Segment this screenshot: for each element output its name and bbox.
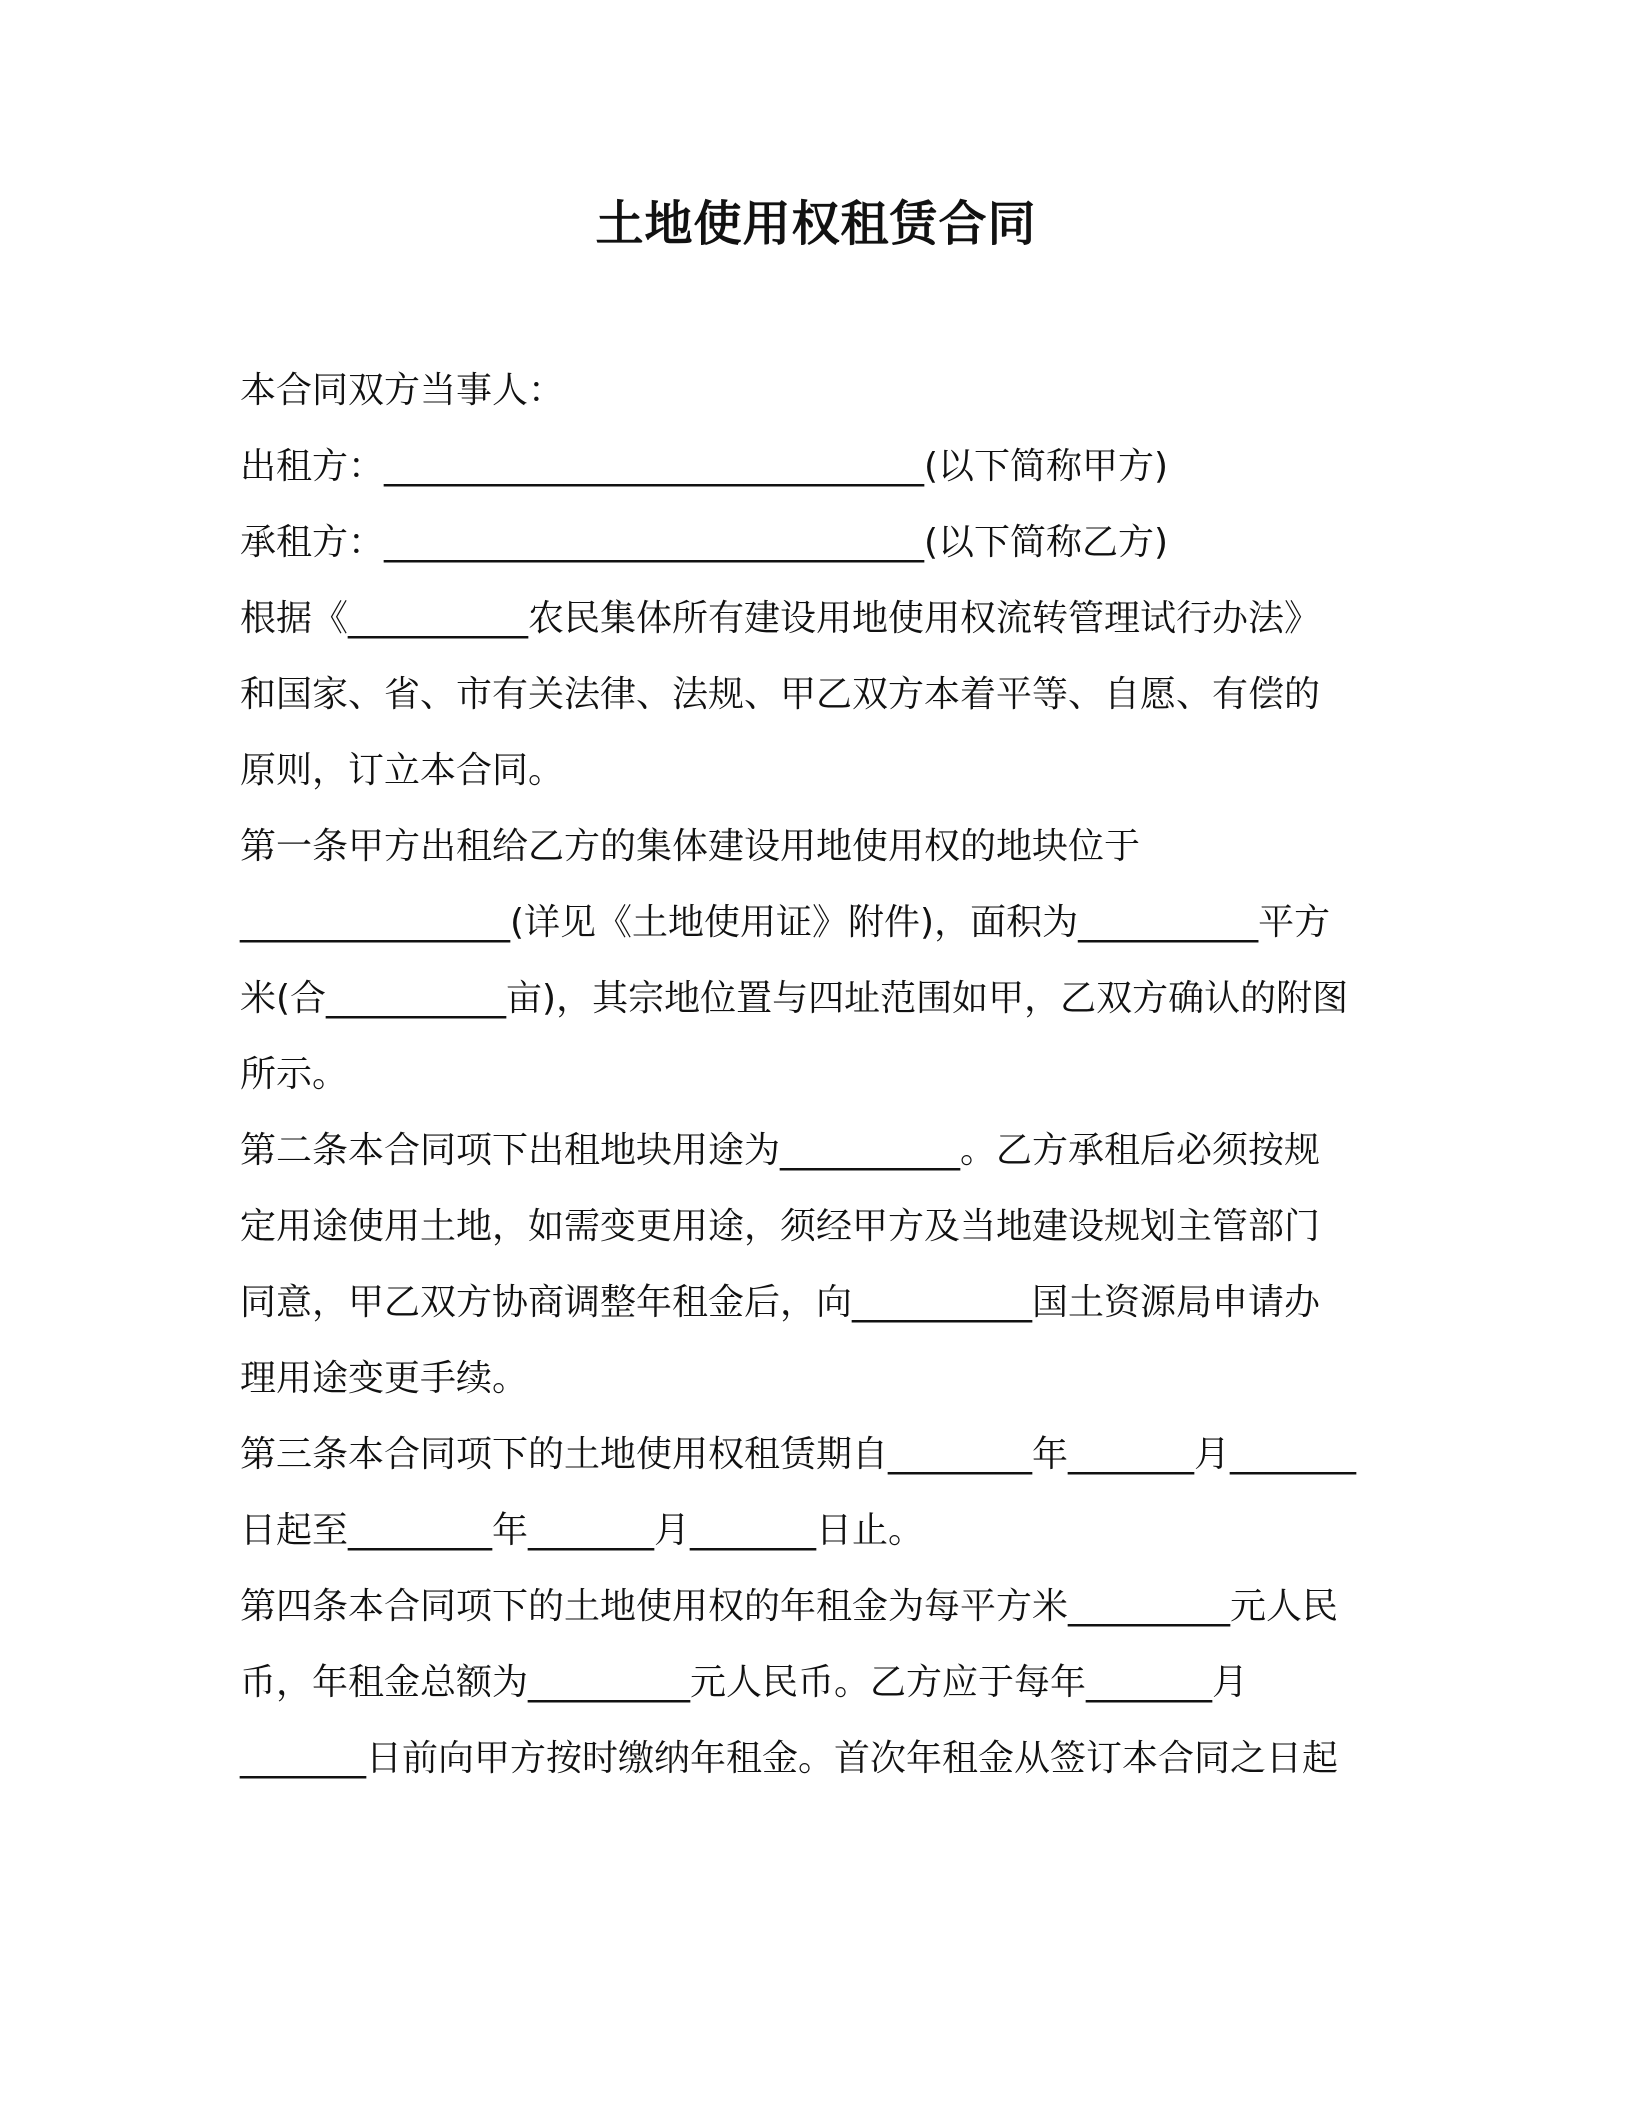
preamble-line-2: 和国家、省、市有关法律、法规、甲乙双方本着平等、自愿、有偿的 xyxy=(240,674,1321,715)
article-4-line-2: 币，年租金总额为_________元人民币。乙方应于每年_______月 xyxy=(240,1662,1249,1703)
article-2-line-3: 同意，甲乙双方协商调整年租金后，向__________国土资源局申请办 xyxy=(240,1282,1321,1323)
document-title: 土地使用权租赁合同 xyxy=(595,196,1037,252)
lessor-line: 出租方：______________________________(以下简称甲方) xyxy=(240,446,1169,487)
article-1-line-3: 米(合__________亩)，其宗地位置与四址范围如甲，乙双方确认的附图 xyxy=(240,978,1349,1019)
article-2-line-2: 定用途使用土地，如需变更用途，须经甲方及当地建设规划主管部门 xyxy=(240,1206,1321,1247)
article-1-line-1: 第一条甲方出租给乙方的集体建设用地使用权的地块位于 xyxy=(240,826,1141,867)
article-4-line-3: _______日前向甲方按时缴纳年租金。首次年租金从签订本合同之日起 xyxy=(240,1738,1339,1779)
parties-heading: 本合同双方当事人： xyxy=(240,370,565,411)
article-4-line-1: 第四条本合同项下的土地使用权的年租金为每平方米_________元人民 xyxy=(240,1586,1339,1627)
article-3-line-2: 日起至________年_______月_______日止。 xyxy=(240,1510,925,1551)
article-2-line-4: 理用途变更手续。 xyxy=(240,1358,529,1399)
preamble-line-1: 根据《__________农民集体所有建设用地使用权流转管理试行办法》 xyxy=(240,598,1321,639)
article-2-line-1: 第二条本合同项下出租地块用途为__________。乙方承租后必须按规 xyxy=(240,1130,1321,1171)
preamble-line-3: 原则，订立本合同。 xyxy=(240,750,565,791)
article-1-line-2: _______________(详见《土地使用证》附件)，面积为__________平方 xyxy=(240,902,1331,943)
article-1-line-4: 所示。 xyxy=(240,1054,349,1095)
lessee-line: 承租方：______________________________(以下简称乙方) xyxy=(240,522,1169,563)
article-3-line-1: 第三条本合同项下的土地使用权租赁期自________年_______月_______ xyxy=(240,1434,1357,1475)
